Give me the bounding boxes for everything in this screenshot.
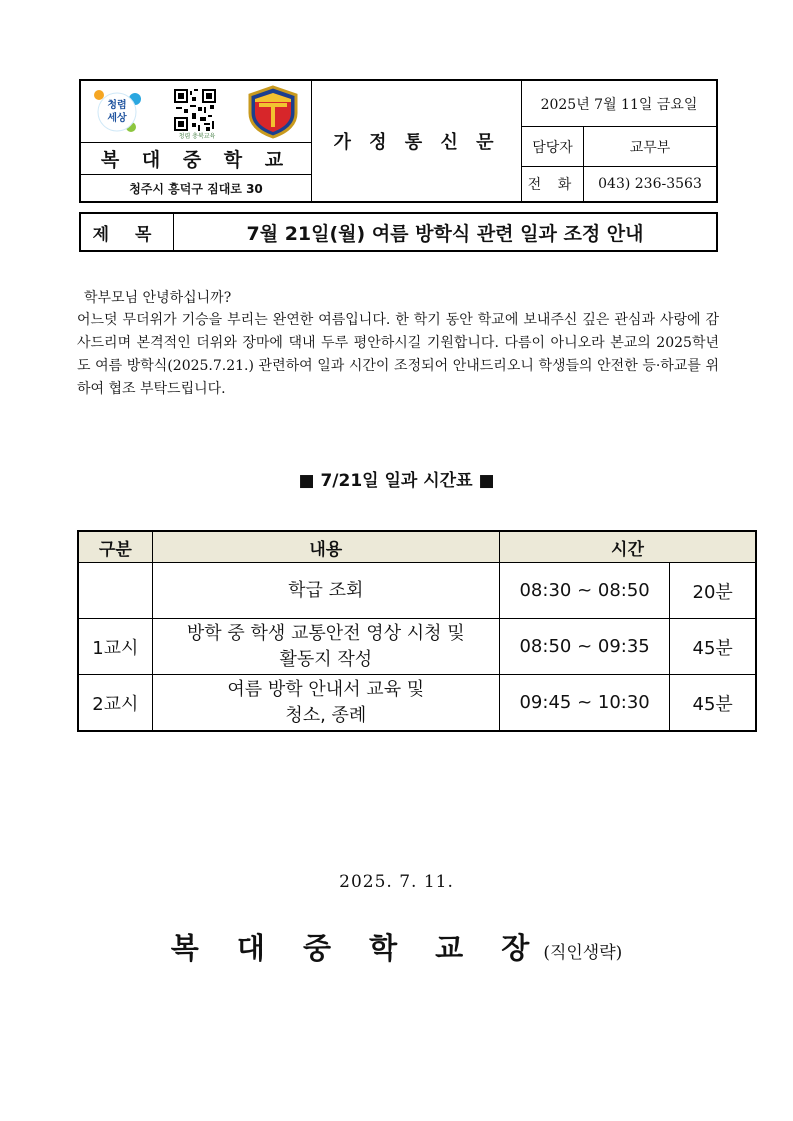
phone-label: 전 화 <box>522 167 584 201</box>
row-category: 1교시 <box>78 619 152 675</box>
table-row <box>78 675 756 732</box>
row-content-line: 방학 중 학생 교통안전 영상 시청 및 <box>186 622 465 644</box>
row-content <box>152 619 499 675</box>
row-content-line: 활동지 작성 <box>279 648 373 670</box>
phone-value: 043) 236-3563 <box>598 176 702 192</box>
header-category: 구분 <box>78 531 152 563</box>
row-category: 2교시 <box>78 675 152 732</box>
greeting: 학부모님 안녕하십니까? <box>84 290 232 306</box>
qr-caption: 청렴 충북교육 <box>178 133 216 140</box>
row-duration: 45분 <box>670 619 756 675</box>
school-address: 청주시 흥덕구 짐대로 30 <box>81 175 312 201</box>
school-name: 복 대 중 학 교 <box>81 143 312 175</box>
header-time: 시간 <box>499 531 756 563</box>
integrity-logo-icon <box>91 87 143 137</box>
row-category <box>78 563 152 619</box>
body-paragraph: 어느덧 무더위가 기승을 부리는 완연한 여름입니다. 한 학기 동안 학교에 보내주신 깊은 관심과 사랑에 감사드리며 본격적인 더위와 장마에 댁내 두루 평안하시길 기원합니다. 다름이 아니오라 본교의 2025학년도 여름 방학식(2025.7.21.) 관련하여 일과 시간이 조정되어 안내드리오니 학생들의 안전한 등·하교를 위하여 협조 부탁드립니다. <box>77 312 719 397</box>
row-content-line: 청소, 종례 <box>285 704 367 726</box>
seal-omitted-note: (직인생략) <box>543 943 623 963</box>
row-duration: 20분 <box>670 563 756 619</box>
header-content: 내용 <box>152 531 499 563</box>
row-content <box>152 675 499 732</box>
table-row <box>78 563 756 619</box>
signature-block <box>0 926 793 967</box>
schedule-table <box>77 530 757 732</box>
document-header <box>79 79 718 203</box>
subject-bar <box>79 212 718 252</box>
row-time: 09:45 ~ 10:30 <box>499 675 669 732</box>
row-content-line: 여름 방학 안내서 교육 및 <box>227 678 425 700</box>
table-row <box>78 619 756 675</box>
schedule-title: ■ 7/21일 일과 시간표 ■ <box>298 471 495 491</box>
subject-label: 제 목 <box>81 214 174 250</box>
contact-value: 교무부 <box>584 127 716 167</box>
document-title: 가 정 통 신 문 <box>312 81 522 201</box>
table-header-row <box>78 531 756 563</box>
row-time: 08:30 ~ 08:50 <box>499 563 669 619</box>
contact-label: 담당자 <box>522 127 584 167</box>
school-emblem-icon <box>246 85 300 139</box>
svg-text:청렴: 청렴 <box>107 100 127 111</box>
principal-signature: 복 대 중 학 교 장 <box>170 931 544 965</box>
row-content <box>152 563 499 619</box>
issue-date: 2025년 7월 11일 금요일 <box>522 81 716 127</box>
qr-code-icon <box>174 89 216 131</box>
row-content-line: 학급 조회 <box>288 579 364 601</box>
svg-text:세상: 세상 <box>107 113 127 124</box>
row-time: 08:50 ~ 09:35 <box>499 619 669 675</box>
logo-area <box>81 81 312 143</box>
subject-title: 7월 21일(월) 여름 방학식 관련 일과 조정 안내 <box>246 222 644 245</box>
footer-date: 2025. 7. 11. <box>339 872 454 892</box>
row-duration: 45분 <box>670 675 756 732</box>
